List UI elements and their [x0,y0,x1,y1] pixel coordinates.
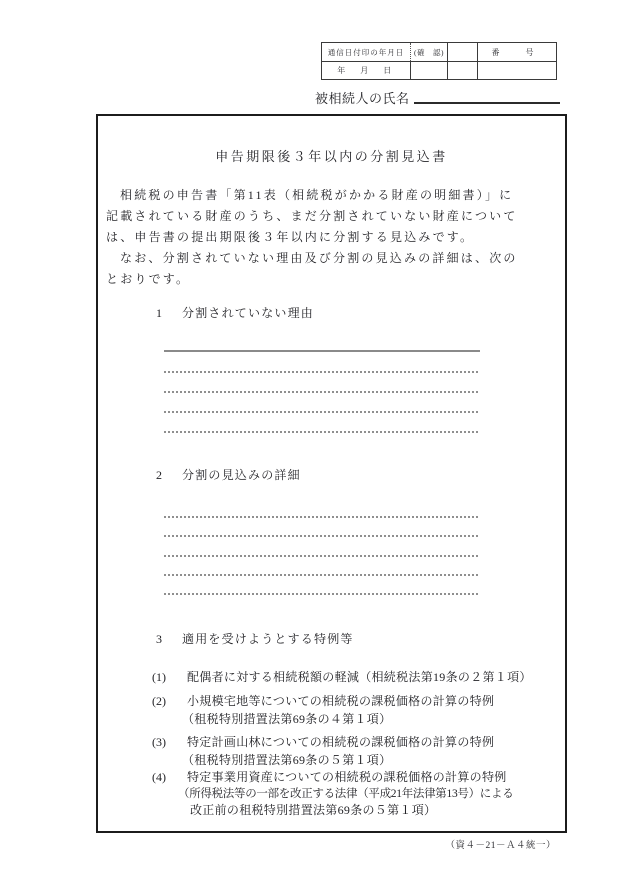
section1-write-line [164,411,480,413]
item3-number: (3) [152,735,166,749]
postmark-table [321,42,557,80]
special-provision-item-1 [152,668,532,685]
date-placeholder-cell: 年 月 日 [322,61,411,79]
section2-write-line [164,574,480,576]
postmark-date-label: 通信日付印の年月日 [322,43,411,61]
decedent-name-label: 被相続人の氏名 [315,91,410,106]
item2-text: 小規模宅地等についての相続税の課税価格の計算の特例 [187,694,495,708]
section1-number: 1 [156,306,162,320]
empty-cell-2 [448,61,478,79]
form-code: （資４－21－Ａ４統一） [445,841,556,851]
intro-paragraph [106,185,522,290]
section2-write-line [164,555,480,557]
item1-text: 配偶者に対する相続税額の軽減（相続税法第19条の２第１項） [187,670,532,684]
section1-heading [156,304,314,321]
intro-line: なお、分割されていない理由及び分割の見込みの詳細は、次の [120,251,518,265]
section1-write-line [164,391,480,393]
section2-title: 分割の見込みの詳細 [182,468,301,482]
intro-line: とおりです。 [106,272,191,286]
item1-number: (1) [152,670,166,684]
section1-title: 分割されていない理由 [182,306,315,320]
item2-legal-reference: （租税特別措置法第69条の４第１項） [182,712,392,726]
form-title: 申告期限後３年以内の分割見込書 [215,149,448,164]
special-provision-item-4 [152,768,507,785]
number-entry-cell [478,61,556,79]
intro-line: 記載されている財産のうち、まだ分割されていない財産について [106,209,518,223]
section1-write-line [164,431,480,433]
confirm-label: (確 認) [411,43,448,61]
item4-legal-reference-line1: （所得税法等の一部を改正する法律（平成21年法律第13号）による [178,788,514,800]
decedent-name-underline [414,102,560,104]
item3-legal-reference: （租税特別措置法第69条の５第１項） [182,753,392,767]
section3-heading [156,630,354,647]
item4-number: (4) [152,770,166,784]
section3-number: 3 [156,632,162,646]
intro-line: は、申告書の提出期限後３年以内に分割する見込みです。 [106,230,475,244]
section2-write-line [164,516,480,518]
section3-title: 適用を受けようとする特例等 [182,632,354,646]
number-label: 番 号 [491,47,543,57]
section2-number: 2 [156,468,162,482]
section1-write-line [164,371,480,373]
section2-write-line [164,535,480,537]
section2-heading [156,466,301,483]
section2-write-line [164,593,480,595]
section1-write-line [164,350,480,352]
empty-cell-1 [411,61,448,79]
intro-line: 相続税の申告書「第11表（相続税がかかる財産の明細書）」に [120,188,514,202]
special-provision-item-3 [152,733,494,750]
confirm-stamp-cell [448,43,478,61]
item4-legal-reference-line2: 改正前の租税特別措置法第69条の５第１項） [190,803,437,817]
item4-text: 特定事業用資産についての相続税の課税価格の計算の特例 [187,770,507,784]
item3-text: 特定計画山林についての相続税の課税価格の計算の特例 [187,735,495,749]
special-provision-item-2 [152,692,494,709]
item2-number: (2) [152,694,166,708]
